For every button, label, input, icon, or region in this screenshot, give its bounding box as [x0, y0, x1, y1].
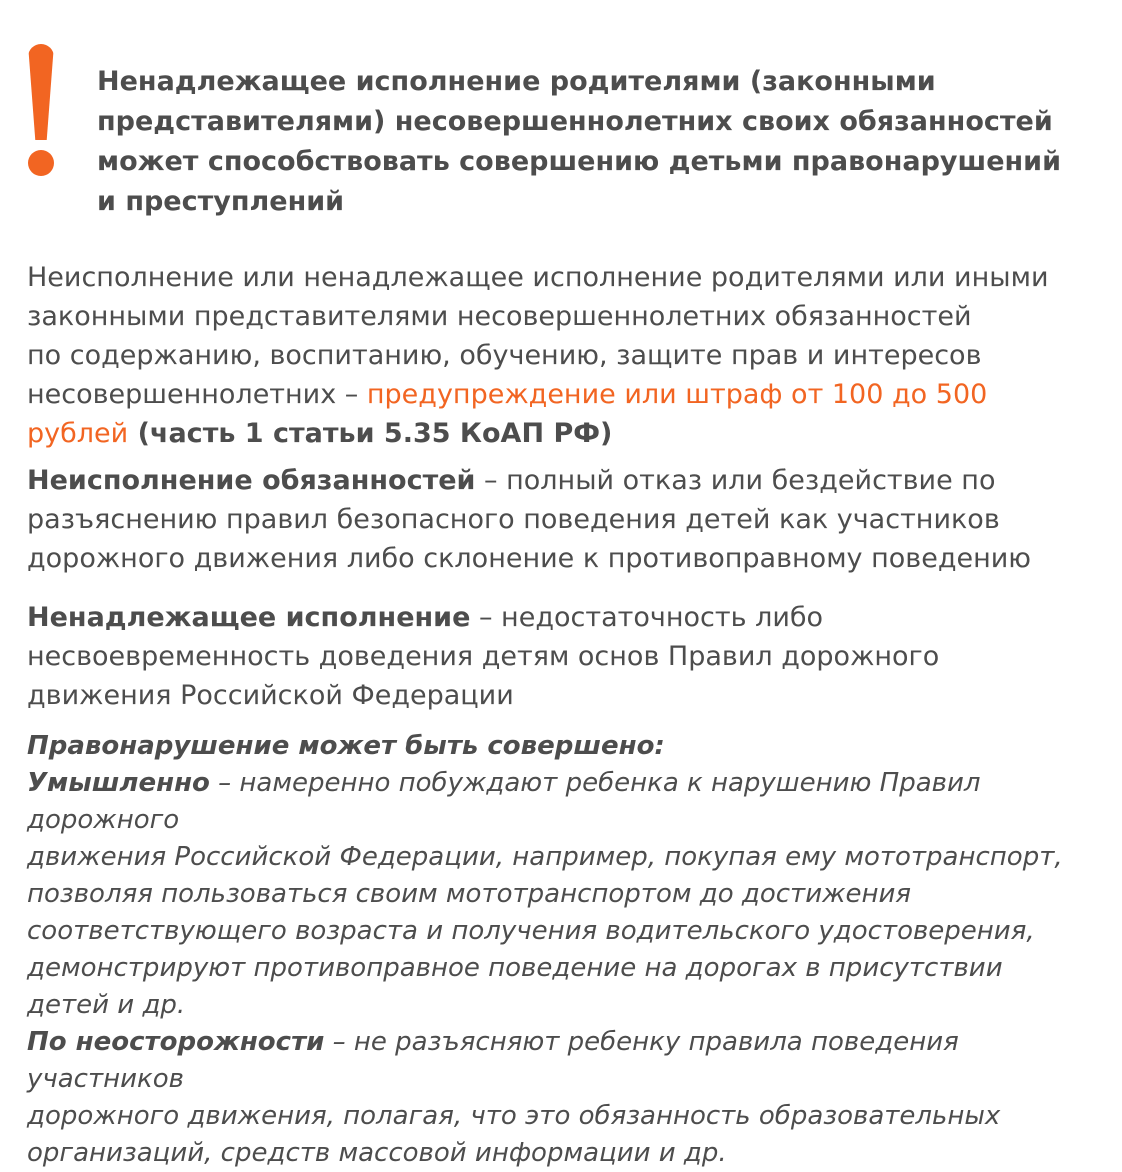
heading [97, 62, 1107, 222]
text-line: несвоевременность доведения детям основ Правил дорожного [27, 641, 940, 672]
term-non-fulfillment: Неисполнение обязанностей [27, 465, 476, 496]
paragraph-penalty [27, 258, 1107, 453]
law-reference: (часть 1 статьи 5.35 КоАП РФ) [128, 418, 613, 449]
paragraph-improper-fulfillment [27, 598, 1107, 715]
term-negligence: По неосторожности [27, 1027, 325, 1057]
penalty-highlight-cont: рублей [27, 418, 129, 449]
text-line: – недостаточность либо [470, 602, 824, 633]
heading-line: может способствовать совершению детьми правонарушений [97, 146, 1062, 177]
text-line: по содержанию, воспитанию, обучению, защите прав и интересов [27, 340, 982, 371]
text-line: движения Российской Федерации, например, покупая ему мототранспорт, [27, 842, 1063, 872]
text-line: разъяснению правил безопасного поведения детей как участников [27, 504, 1000, 535]
exclamation-mark-icon [25, 44, 57, 184]
text-line: – полный отказ или бездействие по [475, 465, 996, 496]
text-line: соответствующего возраста и получения водительского удостоверения, [27, 916, 1035, 946]
heading-line: Ненадлежащее исполнение родителями (законными [97, 66, 936, 97]
text-line [27, 1024, 1107, 1098]
text-fragment: – не разъясняют ребенку правила поведения участников [27, 1027, 959, 1094]
offense-types [27, 728, 1107, 1172]
penalty-highlight: предупреждение или штраф от 100 до 500 [366, 379, 988, 410]
text-line: детей и др. [27, 990, 186, 1020]
text-line: организаций, средств массовой информации и др. [27, 1138, 727, 1168]
heading-line: представителями) несовершеннолетних своих обязанностей [97, 106, 1053, 137]
paragraph-non-fulfillment [27, 461, 1107, 578]
offense-types-title: Правонарушение может быть совершено: [27, 731, 665, 761]
term-improper-fulfillment: Ненадлежащее исполнение [27, 602, 471, 633]
exclamation-dot [28, 150, 54, 176]
heading-line: и преступлений [97, 186, 345, 217]
text-line: демонстрируют противоправное поведение на дорогах в присутствии [27, 953, 1003, 983]
text-line: позволяя пользоваться своим мототранспортом до достижения [27, 879, 912, 909]
text-line: дорожного движения либо склонение к противоправному поведению [27, 543, 1032, 574]
term-intentional: Умышленно [27, 768, 210, 798]
exclamation-bar [28, 44, 54, 140]
text-line: законными представителями несовершеннолетних обязанностей [27, 301, 972, 332]
text-line: несовершеннолетних – [27, 379, 367, 410]
text-line: дорожного движения, полагая, что это обязанность образовательных [27, 1101, 1001, 1131]
text-line [27, 765, 1107, 839]
text-line: движения Российской Федерации [27, 680, 514, 711]
text-line: Неисполнение или ненадлежащее исполнение родителями или иными [27, 262, 1049, 293]
text-fragment: – намеренно побуждают ребенка к нарушению Правил дорожного [27, 768, 981, 835]
